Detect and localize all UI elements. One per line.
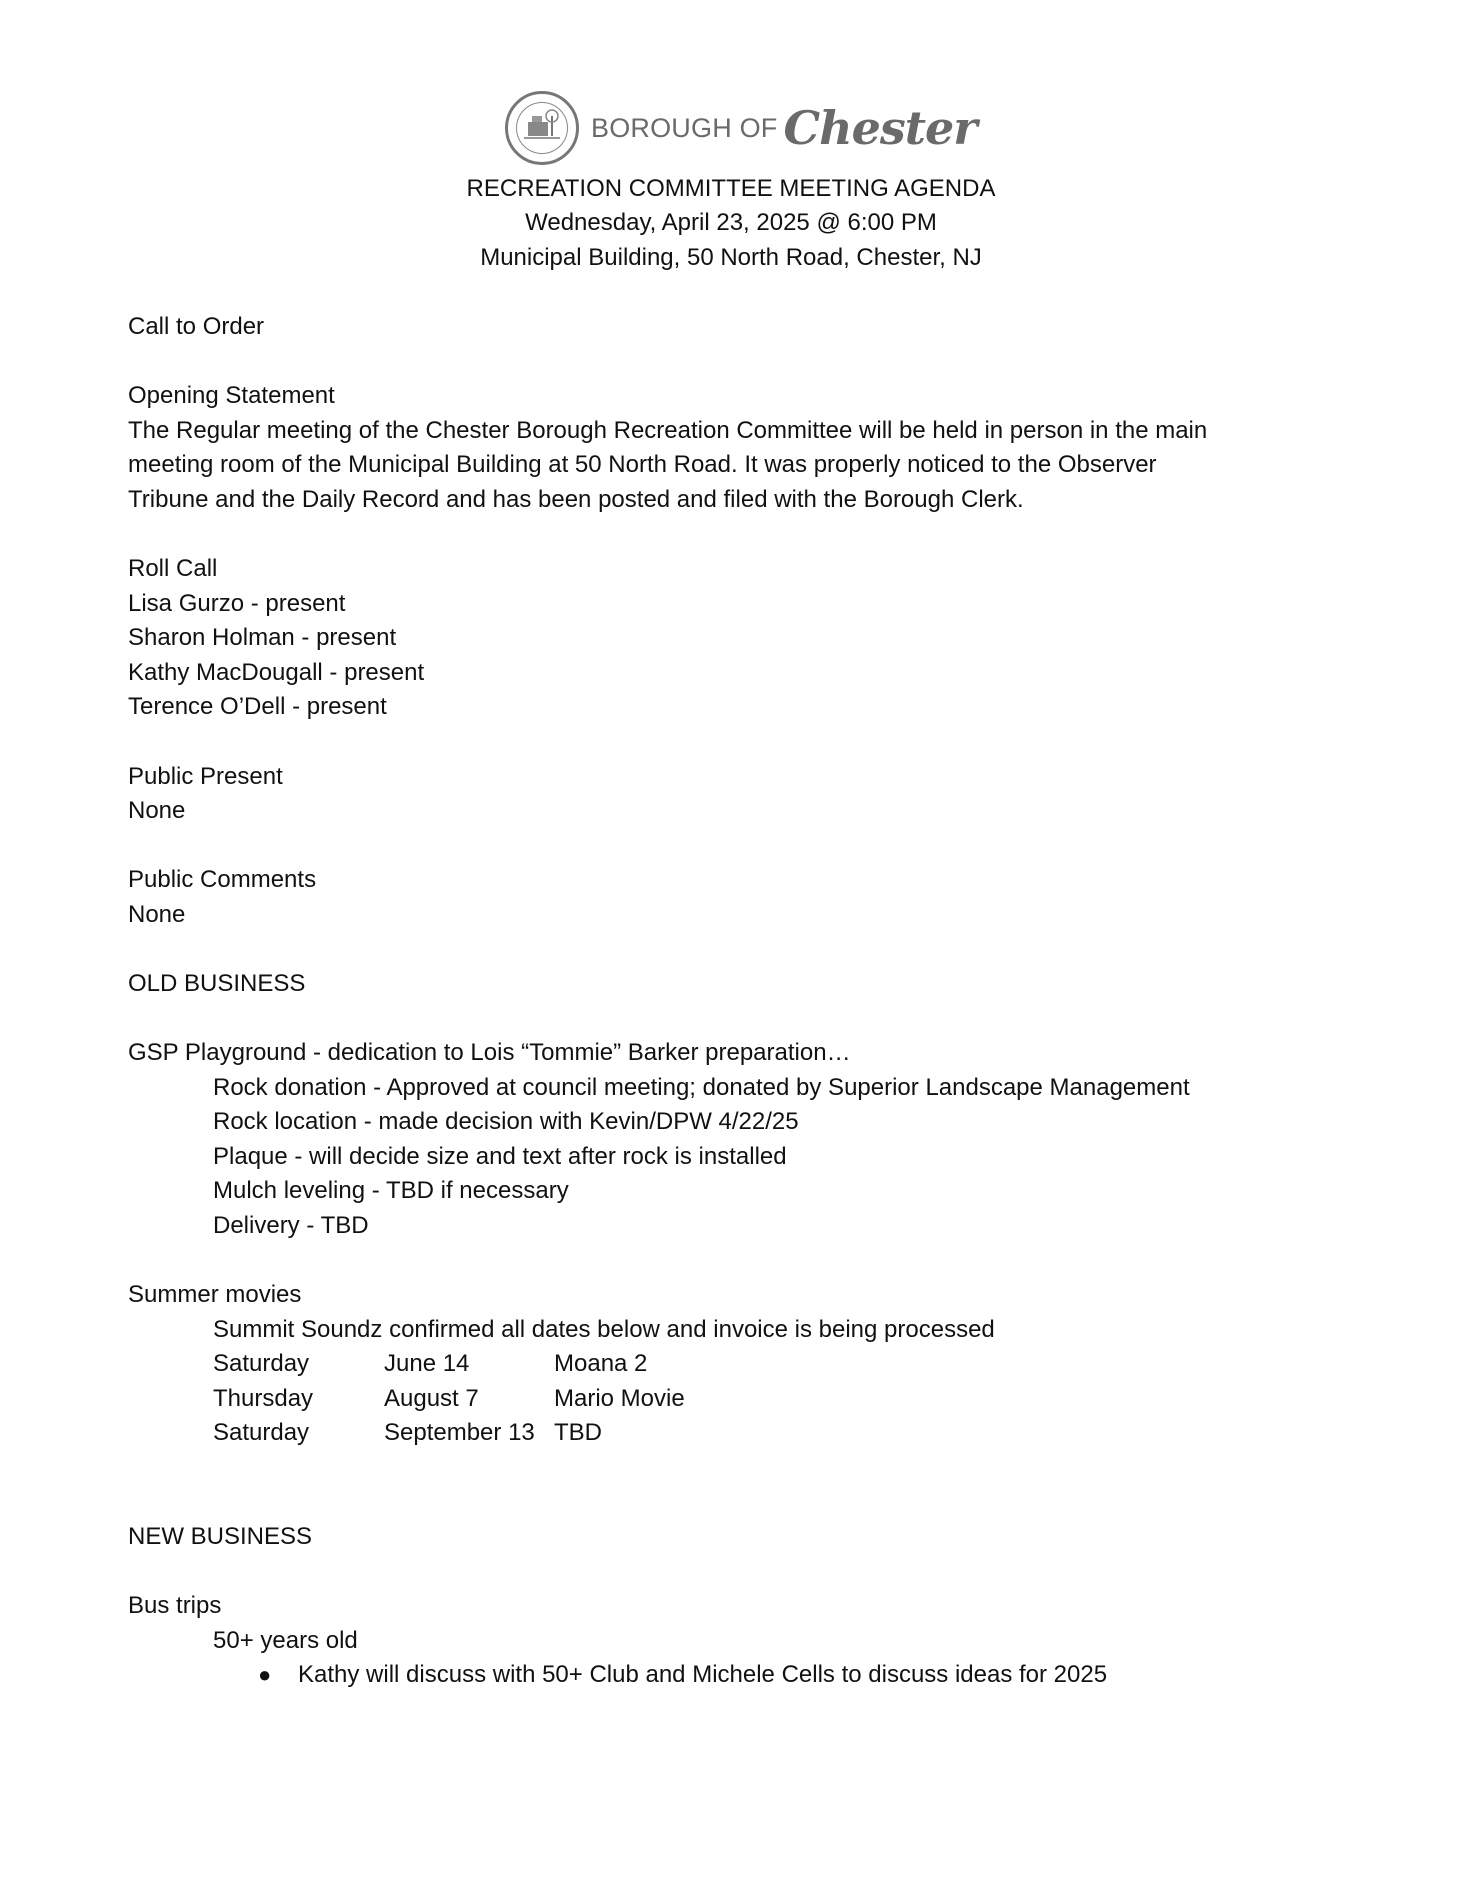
borough-logo	[505, 88, 977, 168]
movie-title: TBD	[554, 1419, 602, 1446]
movie-day: Saturday	[213, 1350, 310, 1377]
roll-call-member: Kathy MacDougall - present	[128, 659, 425, 686]
opening-statement-line: meeting room of the Municipal Building at 50 North Road. It was properly noticed to the Observer	[128, 451, 1157, 478]
meeting-location: Municipal Building, 50 North Road, Chester, NJ	[480, 244, 982, 271]
roll-call-member: Terence O’Dell - present	[128, 693, 387, 720]
bullet-icon: ●	[258, 1662, 272, 1687]
movie-date: August 7	[384, 1385, 479, 1412]
movie-date: September 13	[384, 1419, 535, 1446]
bus-trips-group: 50+ years old	[213, 1627, 358, 1654]
bus-trips-title: Bus trips	[128, 1592, 222, 1619]
borough-seal-icon	[505, 91, 579, 165]
movie-day: Saturday	[213, 1419, 310, 1446]
public-comments-heading: Public Comments	[128, 866, 317, 893]
roll-call-heading: Roll Call	[128, 555, 218, 582]
old-business-heading: OLD BUSINESS	[128, 970, 306, 997]
public-present-heading: Public Present	[128, 763, 283, 790]
gsp-item: Plaque - will decide size and text after rock is installed	[213, 1143, 787, 1170]
gsp-item: Rock donation - Approved at council meeting; donated by Superior Landscape Management	[213, 1074, 1190, 1101]
agenda-title: RECREATION COMMITTEE MEETING AGENDA	[466, 175, 996, 202]
summer-movies-title: Summer movies	[128, 1281, 302, 1308]
call-to-order-heading: Call to Order	[128, 313, 265, 340]
roll-call-member: Sharon Holman - present	[128, 624, 397, 651]
gsp-item: Delivery - TBD	[213, 1212, 369, 1239]
logo-prefix: BOROUGH OF	[591, 112, 778, 143]
movie-title: Moana 2	[554, 1350, 648, 1377]
summer-movies-note: Summit Soundz confirmed all dates below and invoice is being processed	[213, 1316, 995, 1343]
movie-day: Thursday	[213, 1385, 314, 1412]
bus-trips-bullet: Kathy will discuss with 50+ Club and Michele Cells to discuss ideas for 2025	[298, 1661, 1108, 1688]
public-comments-value: None	[128, 901, 186, 928]
roll-call-member: Lisa Gurzo - present	[128, 590, 346, 617]
logo-name: Chester	[783, 101, 977, 155]
gsp-item: Mulch leveling - TBD if necessary	[213, 1177, 569, 1204]
gsp-playground-title: GSP Playground - dedication to Lois “Tommie” Barker preparation…	[128, 1039, 851, 1066]
gsp-item: Rock location - made decision with Kevin/DPW 4/22/25	[213, 1108, 799, 1135]
movie-title: Mario Movie	[554, 1385, 685, 1412]
public-present-value: None	[128, 797, 186, 824]
opening-statement-heading: Opening Statement	[128, 382, 335, 409]
movie-date: June 14	[384, 1350, 470, 1377]
opening-statement-line: Tribune and the Daily Record and has been posted and filed with the Borough Clerk.	[128, 486, 1024, 513]
new-business-heading: NEW BUSINESS	[128, 1523, 313, 1550]
meeting-date-time: Wednesday, April 23, 2025 @ 6:00 PM	[525, 209, 937, 236]
opening-statement-line: The Regular meeting of the Chester Borough Recreation Committee will be held in person in the main	[128, 417, 1208, 444]
